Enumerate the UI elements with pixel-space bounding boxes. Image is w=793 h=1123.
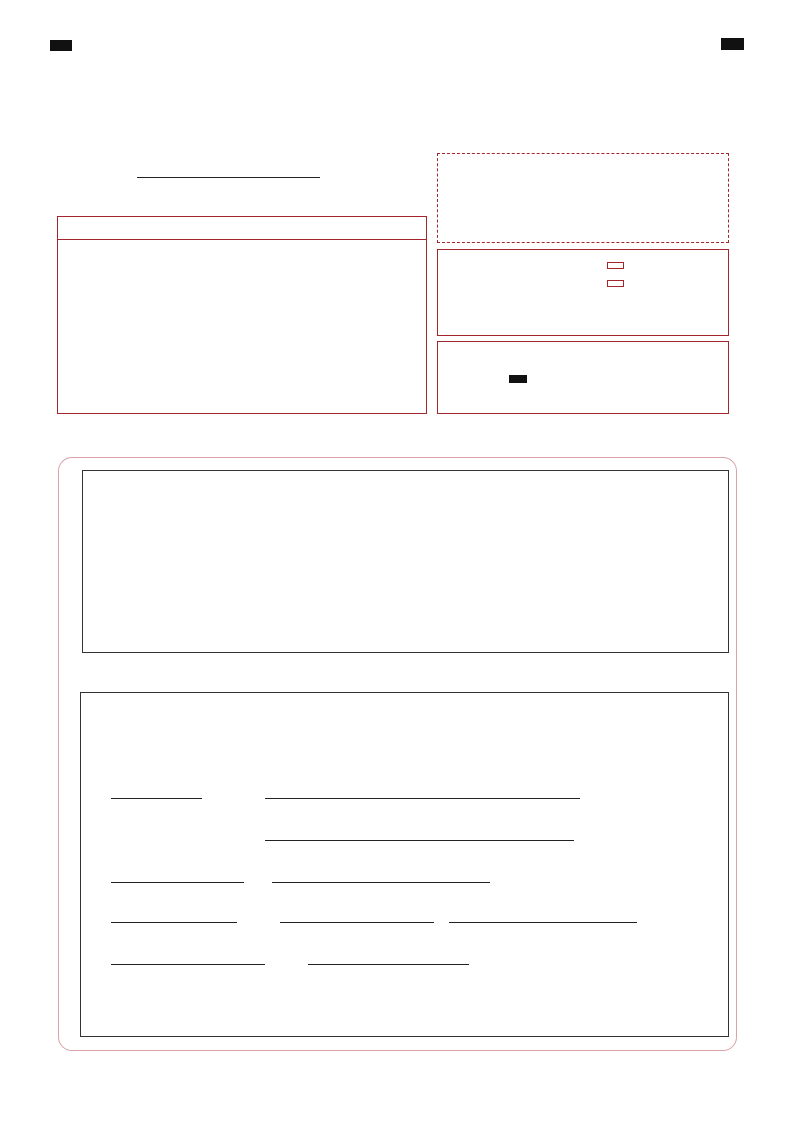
examiner-only-box <box>437 249 729 336</box>
timing-mark-top-left <box>50 40 72 51</box>
answer-line[interactable] <box>111 798 202 799</box>
answer-line[interactable] <box>111 922 237 923</box>
answer-line[interactable] <box>308 964 469 965</box>
correct-fill-sample <box>509 375 527 383</box>
barcode-area[interactable] <box>437 153 729 243</box>
notice-box <box>57 216 427 414</box>
non-choice-section <box>80 692 729 1037</box>
absent-mark-box[interactable] <box>607 262 624 269</box>
answer-line[interactable] <box>265 840 574 841</box>
answer-line[interactable] <box>280 922 434 923</box>
notice-heading <box>58 217 426 240</box>
answer-line[interactable] <box>265 798 580 799</box>
multiple-choice-section <box>82 470 729 653</box>
answer-line[interactable] <box>111 882 244 883</box>
violation-mark-box[interactable] <box>607 280 624 287</box>
name-field[interactable] <box>137 177 320 178</box>
answer-line[interactable] <box>111 964 265 965</box>
answer-line[interactable] <box>449 922 637 923</box>
timing-mark-top-right <box>721 38 744 50</box>
answer-line[interactable] <box>272 882 490 883</box>
fill-sample-box <box>437 341 729 414</box>
